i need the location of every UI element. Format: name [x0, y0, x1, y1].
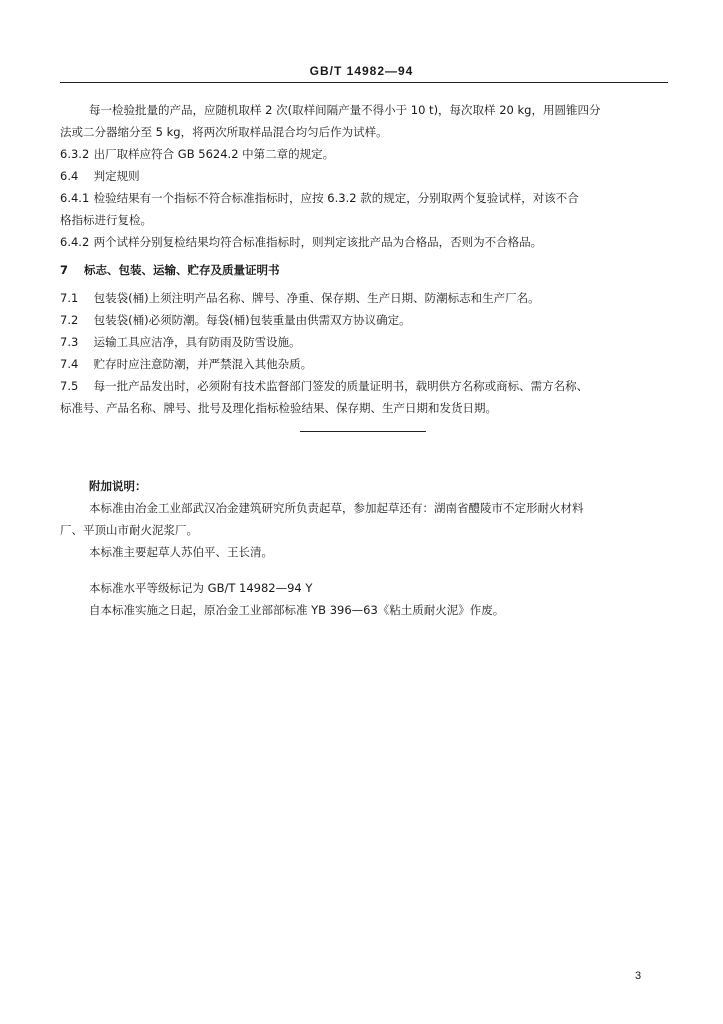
appendix-line4: 本标准水平等级标记为 GB/T 14982—94 Y — [89, 581, 313, 595]
clause-text: 包装袋(桶)上须注明产品名称、牌号、净重、保存期、生产日期、防潮标志和生产厂名。 — [93, 291, 540, 305]
clause-7-1 — [60, 290, 670, 306]
clause-7-5 — [60, 378, 670, 394]
paragraph-sampling-line2: 法或二分器缩分至 5 kg，将两次所取样品混合均匀后作为试样。 — [60, 125, 388, 139]
paragraph-sampling-line1: 每一检验批量的产品，应随机取样 2 次(取样间隔产量不得小于 10 t)，每次取样 20 kg，用圆锥四分 — [89, 103, 601, 117]
clause-text: 检验结果有一个指标不符合标准指标时，应按 6.3.2 款的规定，分别取两个复验试样，对该不合 — [93, 191, 579, 205]
appendix-title: 附加说明： — [89, 479, 147, 493]
section-7-heading — [60, 262, 670, 278]
clause-number: 6.3.2 — [60, 147, 90, 161]
clause-heading: 判定规则 — [93, 169, 140, 183]
section-title: 标志、包装、运输、贮存及质量证明书 — [84, 263, 280, 277]
clause-6-3-2 — [60, 146, 670, 162]
clause-text: 运输工具应洁净，具有防雨及防雪设施。 — [93, 335, 301, 349]
clause-number: 7.1 — [60, 291, 79, 305]
end-separator-rule — [300, 431, 426, 432]
clause-6-4-1-line2: 格指标进行复检。 — [60, 213, 152, 227]
clause-number: 7.5 — [60, 379, 79, 393]
clause-text: 出厂取样应符合 GB 5624.2 中第二章的规定。 — [93, 147, 335, 161]
clause-text: 每一批产品发出时，必须附有技术监督部门签发的质量证明书，载明供方名称或商标、需方名称、 — [93, 379, 589, 393]
appendix-line5: 自本标准实施之日起，原冶金工业部部标准 YB 396—63《粘土质耐火泥》作废。 — [89, 603, 505, 617]
clause-text: 包装袋(桶)必须防潮。每袋(桶)包装重量由供需双方协议确定。 — [93, 313, 411, 327]
standard-code-header: GB/T 14982—94 — [309, 64, 414, 78]
clause-number: 7.2 — [60, 313, 79, 327]
clause-number: 6.4.2 — [60, 235, 90, 249]
clause-7-4 — [60, 356, 670, 372]
header-rule — [60, 82, 668, 83]
clause-number: 6.4 — [60, 169, 79, 183]
appendix-line3: 本标准主要起草人苏伯平、王长清。 — [89, 545, 273, 559]
appendix-line2: 厂、平顶山市耐火泥浆厂。 — [60, 523, 198, 537]
clause-number: 6.4.1 — [60, 191, 90, 205]
section-number: 7 — [60, 263, 69, 277]
clause-7-5-line2: 标准号、产品名称、牌号、批号及理化指标检验结果、保存期、生产日期和发货日期。 — [60, 401, 497, 415]
clause-6-4-1 — [60, 190, 670, 206]
clause-7-2 — [60, 312, 670, 328]
clause-6-4-2 — [60, 234, 670, 250]
clause-6-4 — [60, 168, 670, 184]
page-number: 3 — [635, 970, 642, 982]
clause-7-3 — [60, 334, 670, 350]
appendix-line1: 本标准由冶金工业部武汉冶金建筑研究所负责起草，参加起草还有：湖南省醴陵市不定形耐火材料 — [89, 501, 584, 515]
clause-number: 7.4 — [60, 357, 79, 371]
clause-text: 贮存时应注意防潮，并严禁混入其他杂质。 — [93, 357, 313, 371]
clause-number: 7.3 — [60, 335, 79, 349]
clause-text: 两个试样分别复检结果均符合标准指标时，则判定该批产品为合格品，否则为不合格品。 — [93, 235, 543, 249]
